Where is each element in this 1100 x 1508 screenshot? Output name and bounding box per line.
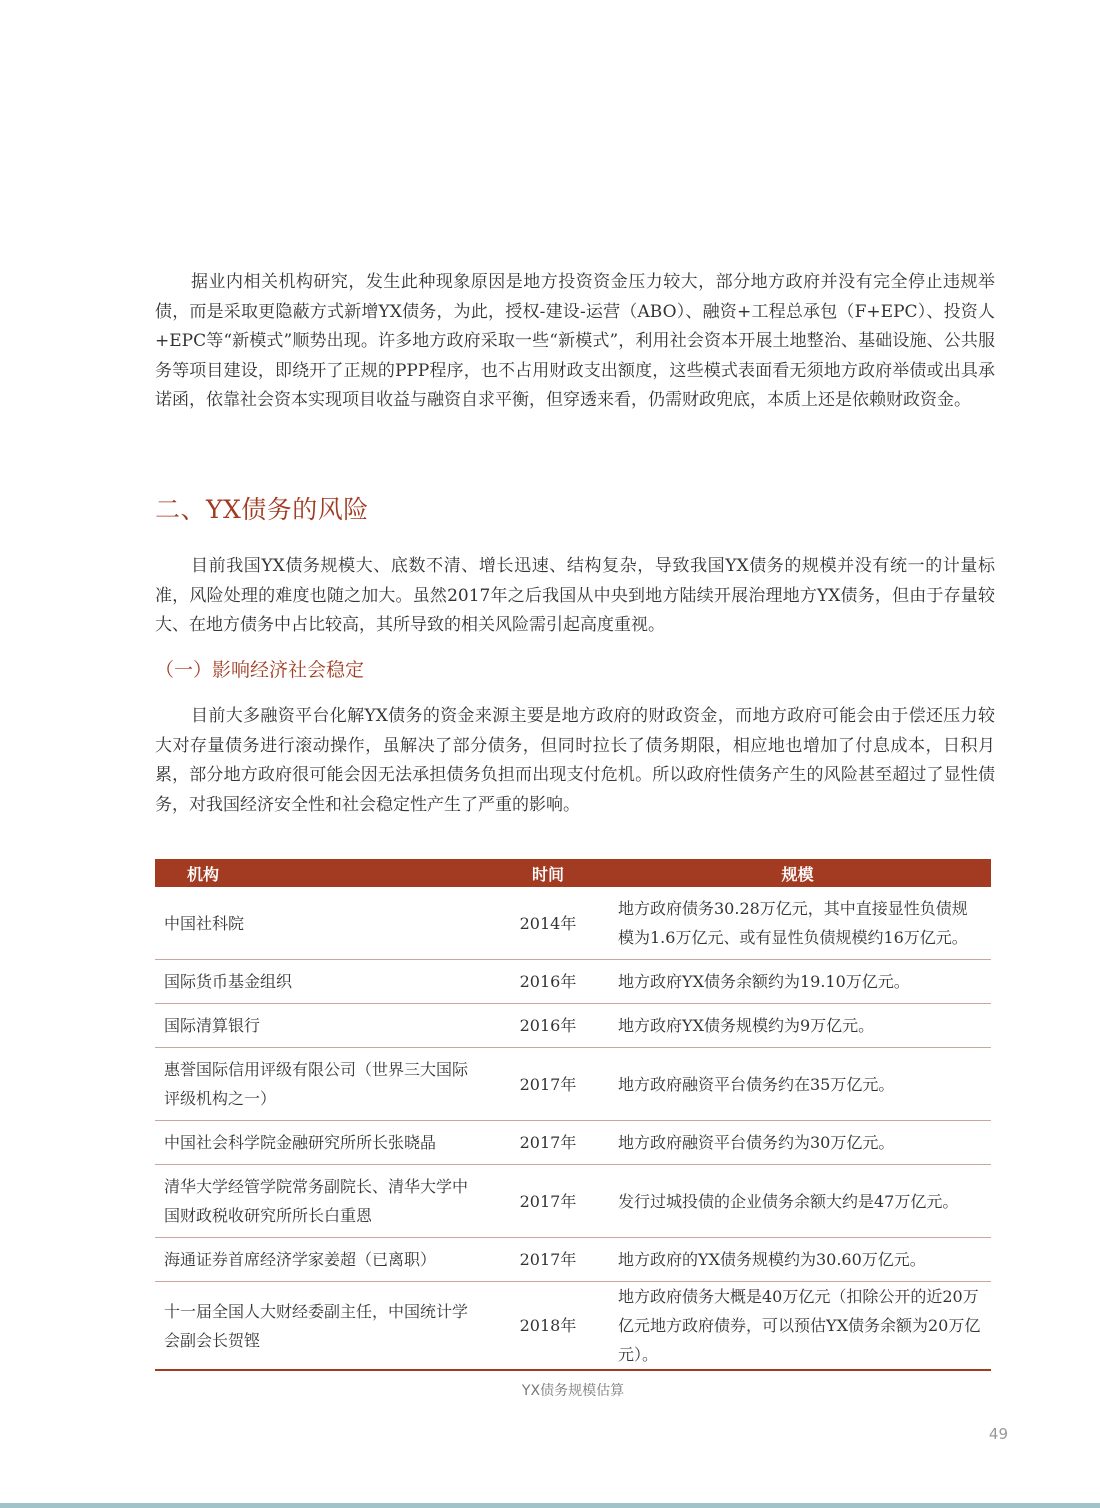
row-scale: 地方政府的YX债务规模约为30.60万亿元。 bbox=[604, 1238, 991, 1282]
estimate-table bbox=[155, 859, 991, 1371]
table-row bbox=[155, 960, 991, 1004]
table-row bbox=[155, 1238, 991, 1282]
row-scale: 地方政府YX债务规模约为9万亿元。 bbox=[604, 1004, 991, 1048]
row-scale: 地方政府YX债务余额约为19.10万亿元。 bbox=[604, 960, 991, 1004]
row-org: 十一届全国人大财经委副主任，中国统计学会副会长贺铿 bbox=[155, 1282, 492, 1371]
row-scale: 地方政府融资平台债务约在35万亿元。 bbox=[604, 1048, 991, 1121]
row-scale: 发行过城投债的企业债务余额大约是47万亿元。 bbox=[604, 1165, 991, 1238]
row-org: 中国社科院 bbox=[155, 887, 492, 960]
subsection-paragraph: 目前大多融资平台化解YX债务的资金来源主要是地方政府的财政资金，而地方政府可能会由于偿还压力较大对存量债务进行滚动操作，虽解决了部分债务，但同时拉长了债务期限，相应地也增加了付息成本，日积月累，部分地方政府很可能会因无法承担债务负担而出现支付危机。所以政府性债务产生的风险甚至超过了显性债务，对我国经济安全性和社会稳定性产生了严重的影响。 bbox=[155, 706, 995, 815]
row-time: 2014年 bbox=[492, 887, 604, 960]
row-scale: 地方政府债务大概是40万亿元（扣除公开的近20万亿元地方政府债券，可以预估YX债务余额为20万亿元）。 bbox=[604, 1282, 991, 1371]
section-paragraph: 目前我国YX债务规模大、底数不清、增长迅速、结构复杂，导致我国YX债务的规模并没有统一的计量标准，风险处理的难度也随之加大。虽然2017年之后我国从中央到地方陆续开展治理地方YX债务，但由于存量较大、在地方债务中占比较高，其所导致的相关风险需引起高度重视。 bbox=[155, 556, 995, 635]
row-time: 2016年 bbox=[492, 960, 604, 1004]
row-scale: 地方政府融资平台债务约为30万亿元。 bbox=[604, 1121, 991, 1165]
debt-scale-table bbox=[155, 859, 991, 1371]
table-row bbox=[155, 1121, 991, 1165]
row-time: 2017年 bbox=[492, 1121, 604, 1165]
row-org: 国际清算银行 bbox=[155, 1004, 492, 1048]
table-row bbox=[155, 887, 991, 960]
row-time: 2017年 bbox=[492, 1165, 604, 1238]
bottom-accent-bar bbox=[0, 1503, 1100, 1508]
section-title: 二、YX债务的风险 bbox=[155, 495, 369, 524]
row-org: 惠誉国际信用评级有限公司（世界三大国际评级机构之一） bbox=[155, 1048, 492, 1121]
row-time: 2018年 bbox=[492, 1282, 604, 1371]
table-row bbox=[155, 1165, 991, 1238]
row-time: 2017年 bbox=[492, 1048, 604, 1121]
row-org: 海通证券首席经济学家姜超（已离职） bbox=[155, 1238, 492, 1282]
table-row bbox=[155, 1048, 991, 1121]
subsection-title: （一）影响经济社会稳定 bbox=[155, 659, 365, 681]
page-number: 49 bbox=[988, 1425, 1008, 1443]
intro-paragraph: 据业内相关机构研究，发生此种现象原因是地方投资资金压力较大，部分地方政府并没有完全停止违规举债，而是采取更隐蔽方式新增YX债务，为此，授权-建设-运营（ABO）、融资+工程总承包（F+EPC）、投资人+EPC等“新模式”顺势出现。许多地方政府采取一些“新模式”，利用社会资本开展土地整治、基础设施、公共服务等项目建设，即绕开了正规的PPP程序，也不占用财政支出额度，这些模式表面看无须地方政府举债或出具承诺函，依靠社会资本实现项目收益与融资自求平衡，但穿透来看，仍需财政兜底，本质上还是依赖财政资金。 bbox=[155, 272, 995, 410]
table-row bbox=[155, 1282, 991, 1371]
row-time: 2016年 bbox=[492, 1004, 604, 1048]
table-caption: YX债务规模估算 bbox=[521, 1383, 625, 1399]
row-org: 清华大学经管学院常务副院长、清华大学中国财政税收研究所所长白重恩 bbox=[155, 1165, 492, 1238]
table-header-row bbox=[155, 859, 991, 887]
table-row bbox=[155, 1004, 991, 1048]
header-time: 时间 bbox=[492, 859, 604, 887]
row-scale: 地方政府债务30.28万亿元，其中直接显性负债规模为1.6万亿元、或有显性负债规模约16万亿元。 bbox=[604, 887, 991, 960]
header-org: 机构 bbox=[155, 859, 492, 887]
header-scale: 规模 bbox=[604, 859, 991, 887]
row-time: 2017年 bbox=[492, 1238, 604, 1282]
row-org: 国际货币基金组织 bbox=[155, 960, 492, 1004]
row-org: 中国社会科学院金融研究所所长张晓晶 bbox=[155, 1121, 492, 1165]
